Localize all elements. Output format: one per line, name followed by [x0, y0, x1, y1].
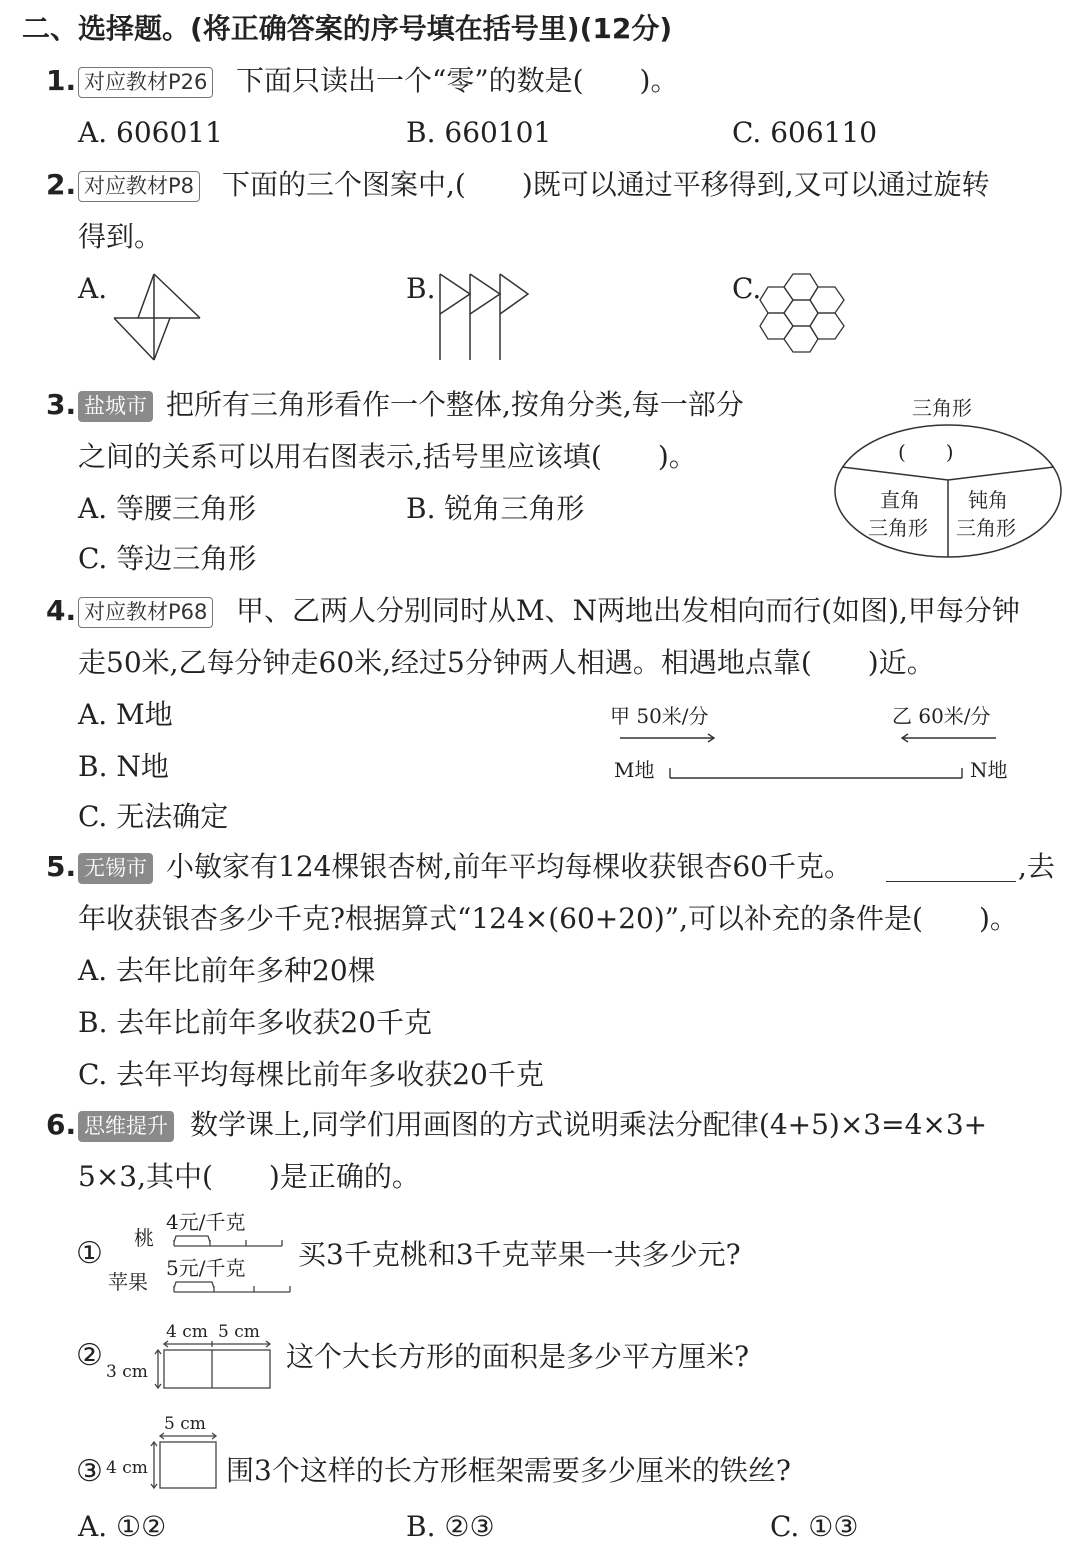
q5-tag-label: 无锡市 — [78, 853, 153, 884]
q5-number: 5. — [46, 850, 77, 883]
q4-option-c[interactable]: C. 无法确定 — [78, 800, 229, 833]
q5-option-b[interactable]: B. 去年比前年多收获20千克 — [78, 1006, 433, 1039]
q1-option-b[interactable]: B. 660101 — [406, 116, 552, 149]
q2-figure-a — [110, 272, 205, 364]
q2-stem-line2: 得到。 — [78, 220, 163, 253]
q6-item2-rectangle — [150, 1340, 276, 1392]
q6-option-c[interactable]: C. ①③ — [770, 1510, 859, 1543]
q3-diagram-left-2: 三角形 — [868, 516, 928, 540]
q4-stem-line2: 走50米,乙每分钟走60米,经过5分钟两人相遇。相遇地点靠( )近。 — [78, 646, 935, 679]
q1-number: 1. — [46, 64, 77, 97]
q1-option-a[interactable]: A. 606011 — [78, 116, 223, 149]
q6-item1-price-bottom: 5元/千克 — [166, 1256, 246, 1280]
q2-tag-label: 对应教材P8 — [78, 171, 200, 202]
q6-item2-marker: ② — [76, 1338, 103, 1373]
q6-item1-segment-diagram — [170, 1234, 296, 1298]
q3-option-a[interactable]: A. 等腰三角形 — [78, 492, 257, 525]
q4-diagram-left-label: 甲 50米/分 — [610, 704, 709, 728]
q6-number: 6. — [46, 1108, 77, 1141]
q1-option-c[interactable]: C. 606110 — [732, 116, 878, 149]
q3-stem-line1: 把所有三角形看作一个整体,按角分类,每一部分 — [166, 388, 744, 421]
q2-figure-b — [436, 272, 531, 364]
q6-item3-h: 4 cm — [106, 1458, 148, 1478]
q2-option-a[interactable]: A. — [78, 272, 108, 305]
q3-diagram-title: 三角形 — [912, 396, 972, 420]
q6-item3-marker: ③ — [76, 1454, 103, 1489]
q3-diagram-blank: ( ) — [898, 440, 954, 464]
q3-option-b[interactable]: B. 锐角三角形 — [406, 492, 585, 525]
q3-option-c[interactable]: C. 等边三角形 — [78, 542, 257, 575]
q4-diagram-right-label: 乙 60米/分 — [892, 704, 991, 728]
q6-tag-label: 思维提升 — [78, 1111, 174, 1142]
q6-option-a[interactable]: A. ①② — [78, 1510, 167, 1543]
q3-number: 3. — [46, 388, 77, 421]
q4-number: 4. — [46, 594, 77, 627]
q1-stem: 下面只读出一个“零”的数是( )。 — [236, 64, 679, 97]
q4-diagram-n: N地 — [970, 758, 1008, 782]
q3-tag-label: 盐城市 — [78, 391, 153, 422]
q4-diagram-arrows — [600, 730, 1020, 790]
q3-diagram-left-1: 直角 — [880, 488, 920, 512]
q6-item1-marker: ① — [76, 1236, 103, 1271]
q4-tag — [78, 593, 213, 628]
q6-item3-rectangle — [150, 1432, 222, 1492]
q2-number: 2. — [46, 168, 77, 201]
q6-item2-text: 这个大长方形的面积是多少平方厘米? — [286, 1340, 750, 1373]
q6-item2-w2: 5 cm — [218, 1322, 260, 1342]
q3-diagram-right-2: 三角形 — [956, 516, 1016, 540]
q5-tag — [78, 849, 153, 884]
q2-stem-line1: 下面的三个图案中,( )既可以通过平移得到,又可以通过旋转 — [222, 168, 990, 201]
q5-option-a[interactable]: A. 去年比前年多种20棵 — [78, 954, 376, 987]
q2-tag — [78, 167, 200, 202]
q2-option-b[interactable]: B. — [406, 272, 436, 305]
section-title: 二、选择题。(将正确答案的序号填在括号里)(12分) — [22, 12, 673, 45]
q6-item1-label-bottom: 苹果 — [108, 1270, 148, 1294]
q4-stem-line1: 甲、乙两人分别同时从M、N两地出发相向而行(如图),甲每分钟 — [236, 594, 1020, 627]
q6-item3-w: 5 cm — [164, 1414, 206, 1434]
q5-stem-line2: 年收获银杏多少千克?根据算式“124×(60+20)”,可以补充的条件是( )。 — [78, 902, 1018, 935]
q5-stem-line1: 小敏家有124棵银杏树,前年平均每棵收获银杏60千克。 — [166, 850, 852, 883]
q2-figure-c — [762, 272, 858, 366]
q6-item1-price-top: 4元/千克 — [166, 1210, 246, 1234]
q6-tag — [78, 1107, 174, 1142]
q4-option-b[interactable]: B. N地 — [78, 750, 169, 783]
q4-tag-label: 对应教材P68 — [78, 597, 213, 628]
q6-stem-line2: 5×3,其中( )是正确的。 — [78, 1160, 420, 1193]
q5-stem-line1-end: ,去 — [1018, 850, 1055, 883]
q6-item3-text: 围3个这样的长方形框架需要多少厘米的铁丝? — [226, 1454, 791, 1487]
q6-stem-line1: 数学课上,同学们用画图的方式说明乘法分配律(4+5)×3=4×3+ — [190, 1108, 988, 1141]
q6-item2-w1: 4 cm — [166, 1322, 208, 1342]
q2-option-c[interactable]: C. — [732, 272, 762, 305]
q3-diagram-right-1: 钝角 — [968, 488, 1008, 512]
q3-stem-line2: 之间的关系可以用右图表示,括号里应该填( )。 — [78, 440, 697, 473]
q5-answer-blank[interactable] — [886, 880, 1016, 882]
q4-option-a[interactable]: A. M地 — [78, 698, 173, 731]
q1-tag — [78, 63, 213, 98]
q3-tag — [78, 387, 153, 422]
q6-option-b[interactable]: B. ②③ — [406, 1510, 495, 1543]
q6-item2-h: 3 cm — [106, 1362, 148, 1382]
q6-item1-text: 买3千克桃和3千克苹果一共多少元? — [298, 1238, 741, 1271]
q6-item1-label-top: 桃 — [134, 1226, 154, 1250]
q5-option-c[interactable]: C. 去年平均每棵比前年多收获20千克 — [78, 1058, 544, 1091]
q1-tag-label: 对应教材P26 — [78, 67, 213, 98]
q4-diagram-m: M地 — [614, 758, 655, 782]
